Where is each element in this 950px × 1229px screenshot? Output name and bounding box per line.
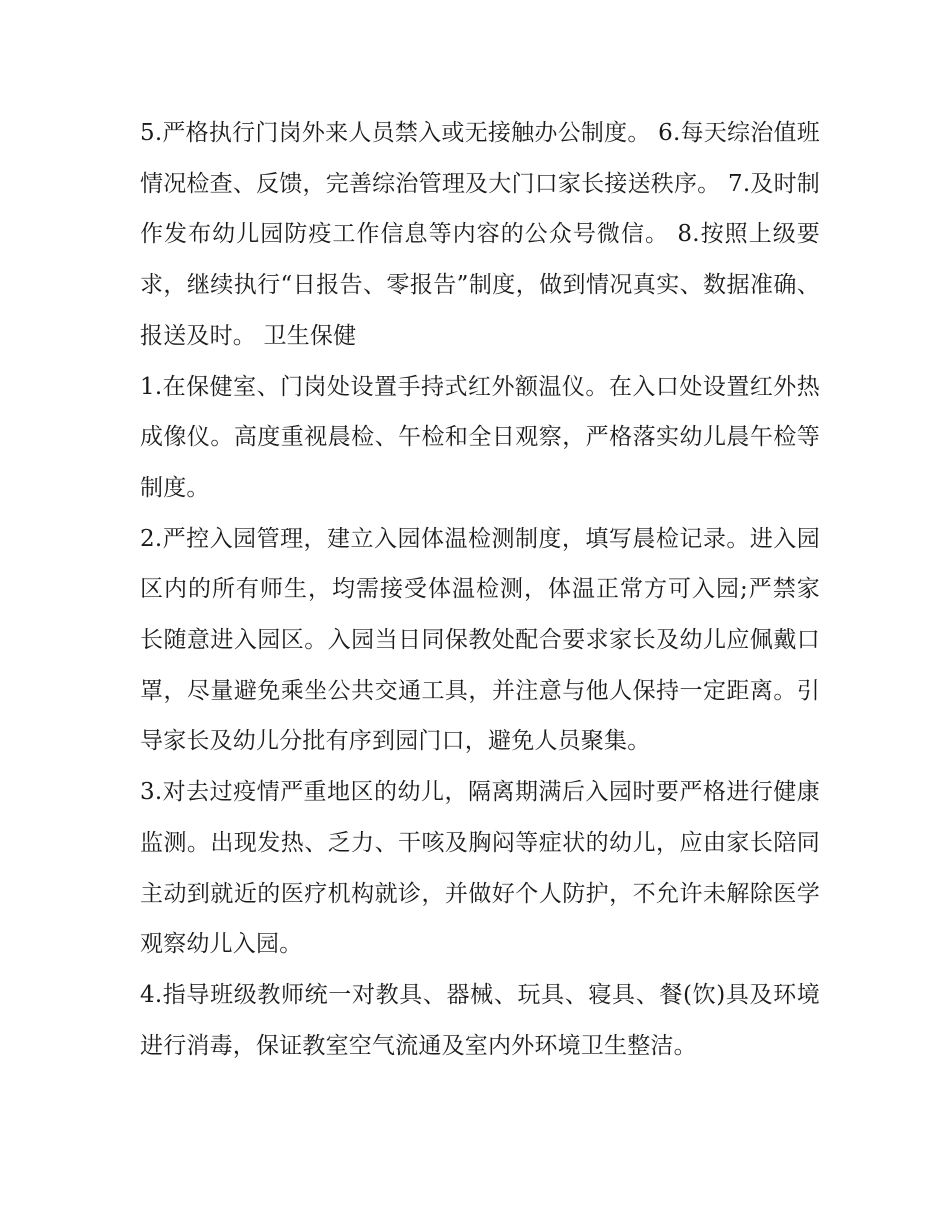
paragraph-health-item-1: 1.在保健室、门岗处设置手持式红外额温仪。在入口处设置红外热成像仪。高度重视晨检、午检和全日观察，严格落实幼儿晨午检等制度。 [140, 373, 820, 501]
paragraph-health-item-4: 4.指导班级教师统一对教具、器械、玩具、寝具、餐(饮)具及环境进行消毒，保证教室空气流通及室内外环境卫生整洁。 [140, 981, 820, 1059]
paragraph-health-item-2: 2.严控入园管理，建立入园体温检测制度，填写晨检记录。进入园区内的所有师生，均需接受体温检测，体温正常方可入园;严禁家长随意进入园区。入园当日同保教处配合要求家长及幼儿应佩戴口罩，尽量避免乘坐公共交通工具，并注意与他人保持一定距离。引导家长及幼儿分批有序到园门口，避免人员聚集。 [140, 525, 820, 755]
paragraph-health-item-3: 3.对去过疫情严重地区的幼儿，隔离期满后入园时要严格进行健康监测。出现发热、乏力、干咳及胸闷等症状的幼儿，应由家长陪同主动到就近的医疗机构就诊，并做好个人防护，不允许未解除医学观察幼儿入园。 [140, 779, 820, 958]
document-body [140, 108, 820, 1071]
paragraph-security-items: 5.严格执行门岗外来人员禁入或无接触办公制度。 6.每天综治值班情况检查、反馈，完善综治管理及大门口家长接送秩序。 7.及时制作发布幼儿园防疫工作信息等内容的公众号微信。 8.按照上级要求，继续执行“日报告、零报告”制度，做到情况真实、数据准确、报送及时。 卫生保健 [140, 120, 820, 349]
